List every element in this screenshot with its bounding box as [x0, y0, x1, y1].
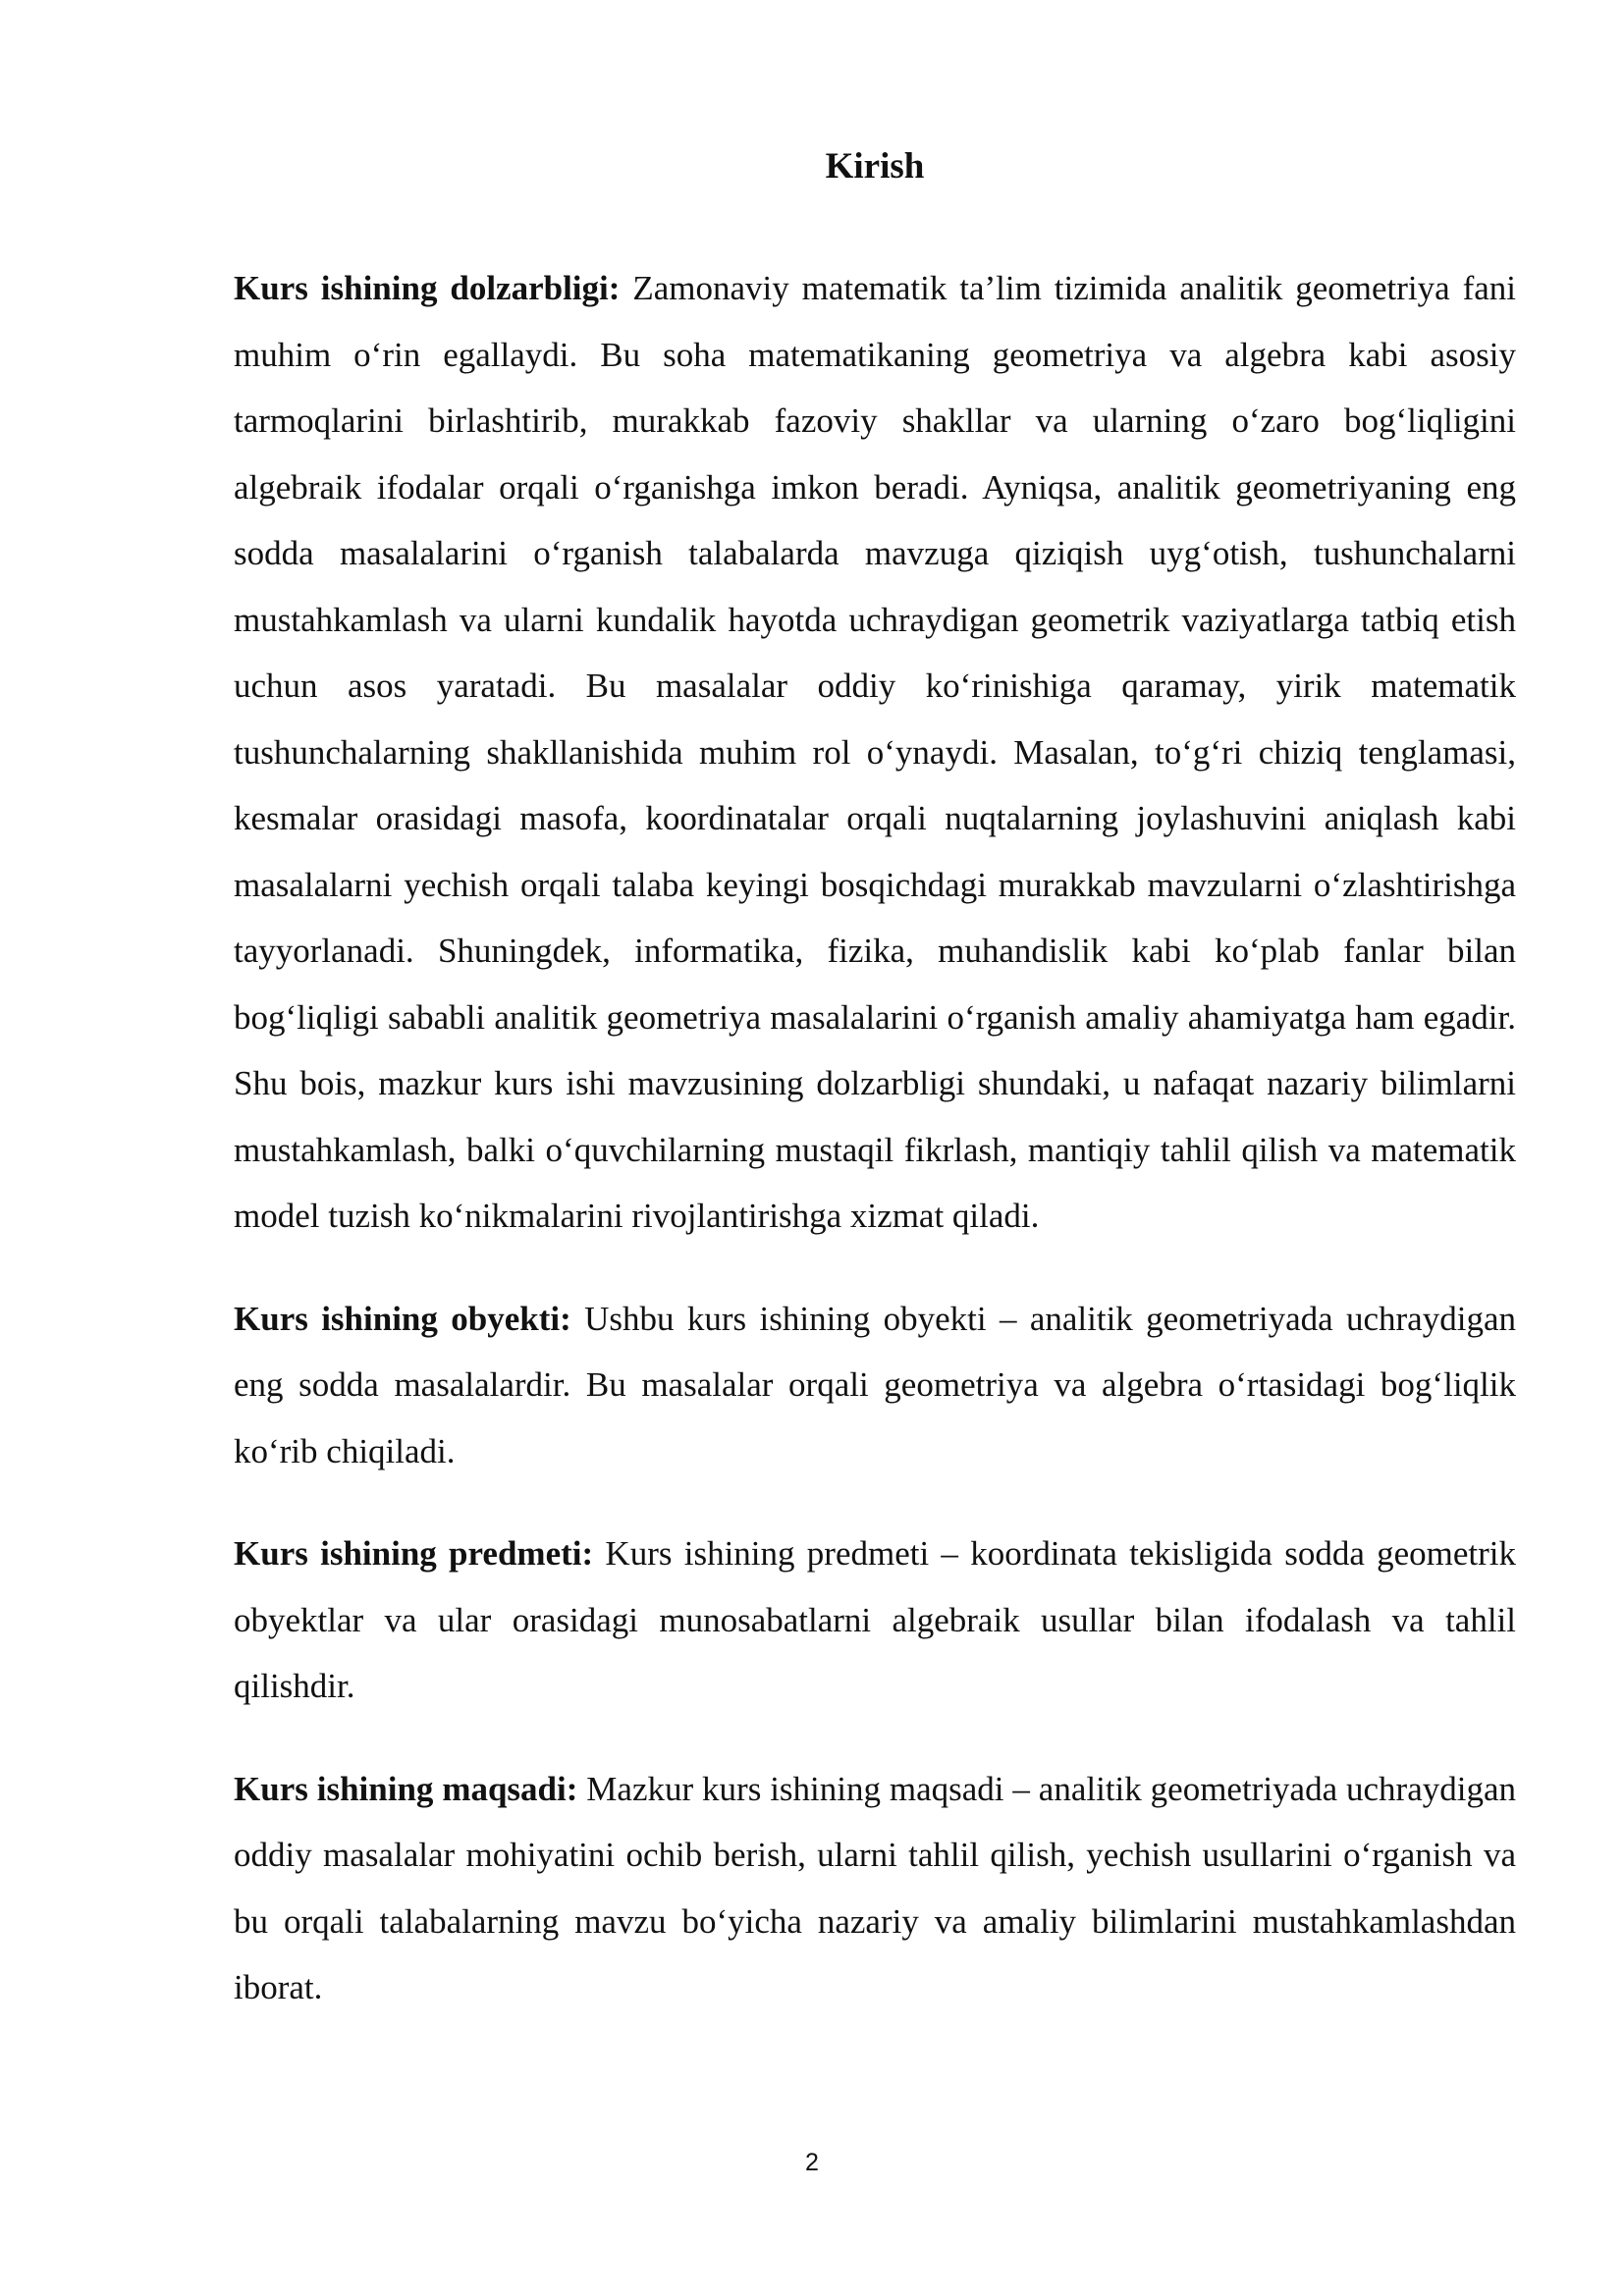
section-heading: Kurs ishining predmeti:: [234, 1534, 594, 1573]
section-heading: Kurs ishining dolzarbligi:: [234, 269, 621, 307]
section-text: Ushbu kurs ishining obyekti – analitik geometriyada uchraydigan eng sodda masalalardir. Bu masalalar orqali geometriya va algebra o‘rtasidagi bog‘liqlik ko‘rib chiqiladi.: [234, 1299, 1516, 1470]
section-predmeti: [234, 1521, 1516, 1720]
section-text: Mazkur kurs ishining maqsadi – analitik geometriyada uchraydigan oddiy masalalar mohiyatini ochib berish, ularni tahlil qilish, yechish usullarini o‘rganish va bu orqali talabalarning mavzu bo‘yicha nazariy va amaliy bilimlarini mustahkamlashdan iborat.: [234, 1769, 1516, 2006]
page-number: 2: [805, 2149, 819, 2176]
section-obyekti: [234, 1286, 1516, 1485]
page-title: Kirish: [825, 146, 925, 187]
section-heading: Kurs ishining maqsadi:: [234, 1769, 578, 1808]
document-page: [234, 147, 1516, 2057]
section-text: Zamonaviy matematik ta’lim tizimida analitik geometriya fani muhim o‘rin egallaydi. Bu soha matematikaning geometriya va algebra kabi asosiy tarmoqlarini birlashtirib, murakkab fazoviy shakllar va ularning o‘zaro bog‘liqligini algebraik ifodalar orqali o‘rganishga imkon beradi. Ayniqsa, analitik geometriyaning eng sodda masalalarini o‘rganish talabalarda mavzuga qiziqish uyg‘otish, tushunchalarni mustahkamlash va ularni kundalik hayotda uchraydigan geometrik vaziyatlarga tatbiq etish uchun asos yaratadi. Bu masalalar oddiy ko‘rinishiga qaramay, yirik matematik tushunchalarning shakllanishida muhim rol o‘ynaydi. Masalan, to‘g‘ri chiziq tenglamasi, kesmalar orasidagi masofa, koordinatalar orqali nuqtalarning joylashuvini aniqlash kabi masalalarni yechish orqali talaba keyingi bosqichdagi murakkab mavzularni o‘zlashtirishga tayyorlanadi. Shuningdek, informatika, fizika, muhandislik kabi ko‘plab fanlar bilan bog‘liqligi sababli analitik geometriya masalalarini o‘rganish amaliy ahamiyatga ham egadir. Shu bois, mazkur kurs ishi mavzusining dolzarbligi shundaki, u nafaqat nazariy bilimlarni mustahkamlash, balki o‘quvchilarning mustaqil fikrlash, mantiqiy tahlil qilish va matematik model tuzish ko‘nikmalarini rivojlantirishga xizmat qiladi.: [234, 269, 1516, 1235]
section-heading: Kurs ishining obyekti:: [234, 1299, 571, 1338]
section-maqsadi: [234, 1756, 1516, 2021]
section-dolzarbligi: [234, 255, 1516, 1250]
section-text: Kurs ishining predmeti – koordinata tekisligida sodda geometrik obyektlar va ular orasidagi munosabatlarni algebraik usullar bilan ifodalash va tahlil qilishdir.: [234, 1534, 1517, 1705]
